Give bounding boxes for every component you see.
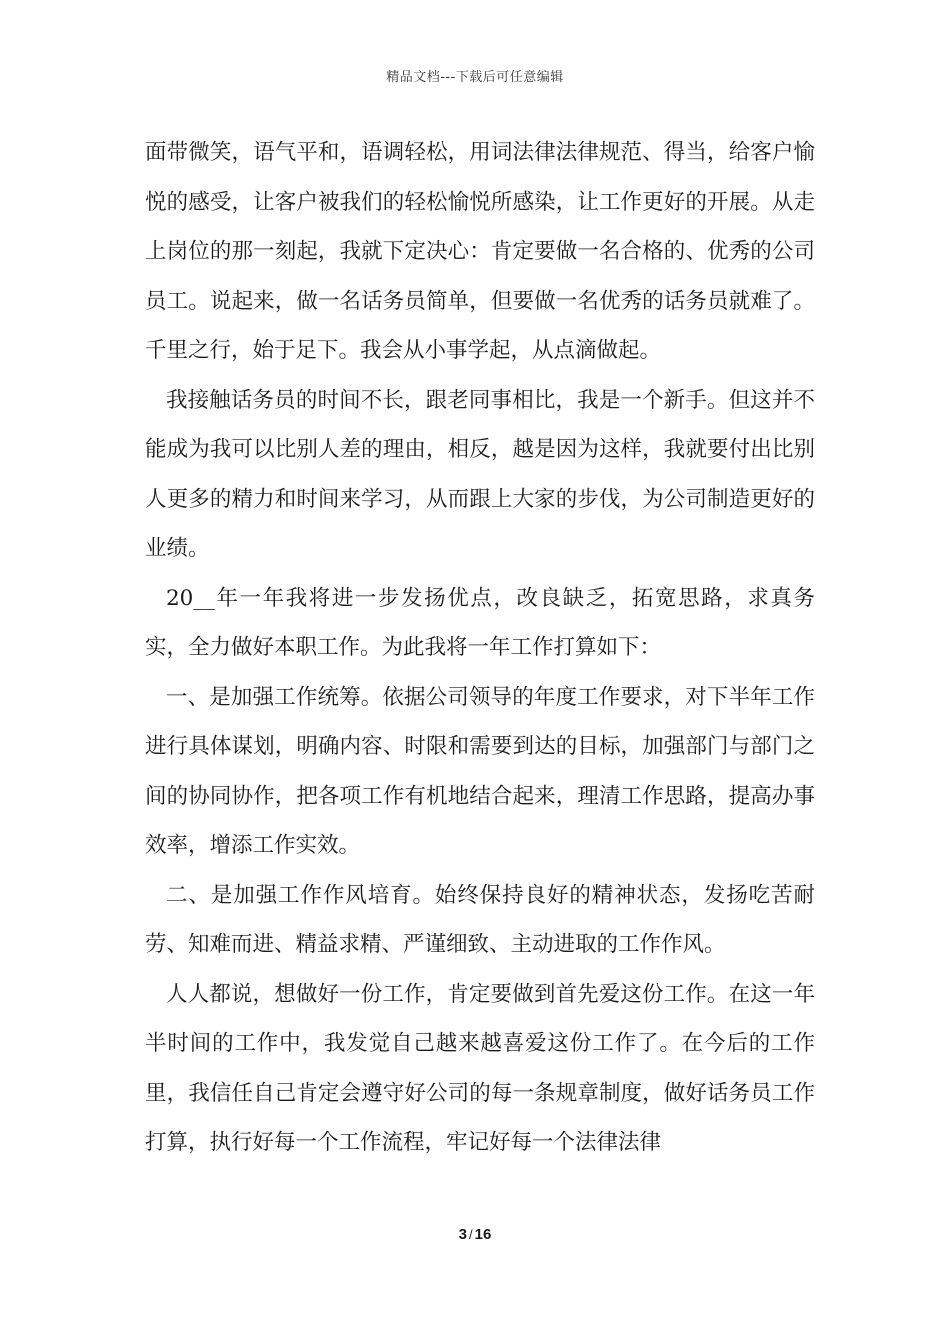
paragraph-year-plan-intro: 20__年一年我将进一步发扬优点，改良缺乏，拓宽思路，求真务实，全力做好本职工作。为此我将一年工作打算如下： <box>145 585 815 660</box>
total-page-count: 16 <box>474 1226 492 1243</box>
document-body <box>145 128 815 1168</box>
paragraph-plan-item-1: 一、是加强工作统筹。依据公司领导的年度工作要求，对下半年工作进行具体谋划，明确内容、时限和需要到达的目标，加强部门与部门之间的协同协作，把各项工作有机地结合起来，理清工作思路，提高办事效率，增添工作实效。 <box>145 684 815 858</box>
paragraph-plan-item-2: 二、是加强工作作风培育。始终保持良好的精神状态，发扬吃苦耐劳、知难而进、精益求精、严谨细致、主动进取的工作作风。 <box>145 882 815 957</box>
page-header: 精品文档---下载后可任意编辑 <box>386 70 564 85</box>
paragraph-continued: 面带微笑，语气平和，语调轻松，用词法律法律规范、得当，给客户愉悦的感受，让客户被我们的轻松愉悦所感染，让工作更好的开展。从走上岗位的那一刻起，我就下定决心：肯定要做一名合格的、优秀的公司员工。说起来，做一名话务员简单，但要做一名优秀的话务员就难了。千里之行，始于足下。我会从小事学起，从点滴做起。 <box>145 140 815 363</box>
paragraph-love-work: 人人都说，想做好一份工作，肯定要做到首先爱这份工作。在这一年半时间的工作中，我发觉自己越来越喜爱这份工作了。在今后的工作里，我信任自己肯定会遵守好公司的每一条规章制度，做好话务员工作打算，执行好每一个工作流程，牢记好每一个法律法律 <box>145 981 815 1155</box>
page-number <box>0 1226 950 1243</box>
current-page-number: 3 <box>458 1226 468 1243</box>
page-number-separator: / <box>469 1227 473 1242</box>
paragraph-new-hand: 我接触话务员的时间不长，跟老同事相比，我是一个新手。但这并不能成为我可以比别人差的理由，相反，越是因为这样，我就要付出比别人更多的精力和时间来学习，从而跟上大家的步伐，为公司制造更好的业绩。 <box>145 387 815 561</box>
